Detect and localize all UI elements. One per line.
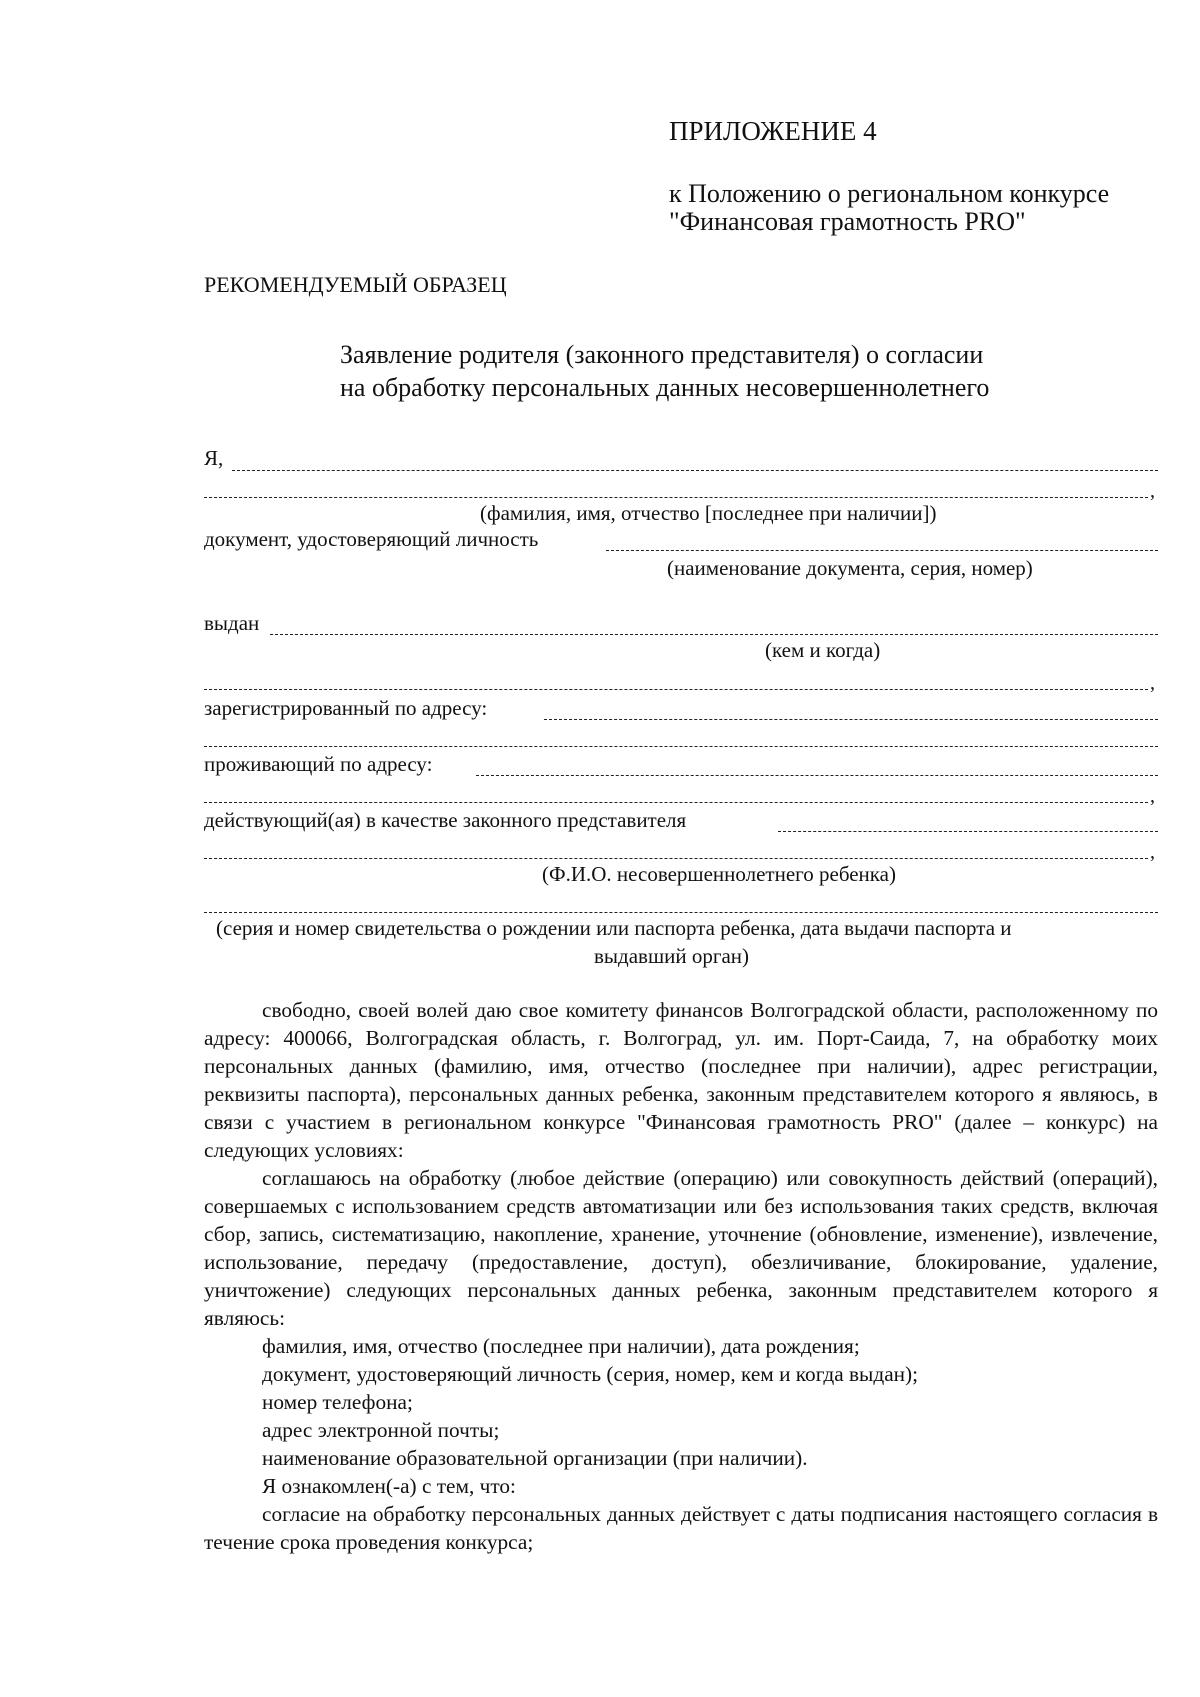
title-line2: на обработку персональных данных несовершеннолетнего <box>340 373 990 402</box>
doc-caption: (наименование документа, серия, номер) <box>667 556 1033 580</box>
cert-line[interactable] <box>204 912 1158 913</box>
live-line[interactable] <box>476 775 1158 776</box>
appendix-number: ПРИЛОЖЕНИЕ 4 <box>669 116 877 146</box>
rep-line[interactable] <box>778 831 1158 832</box>
reg-line-2[interactable] <box>204 746 1158 747</box>
consent-paragraph-3: Я ознакомлен(-а) с тем, что: <box>262 1474 516 1498</box>
comma: , <box>1150 480 1155 502</box>
reg-label: зарегистрированный по адресу: <box>204 696 488 720</box>
fio-line-1[interactable] <box>232 470 1158 471</box>
consent-paragraph-2: соглашаюсь на обработку (любое действие (операцию) или совокупность действий (операций), совершаемых с использованием средств автоматизации или без использования таких средств, включая сбор, запись, систематизацию, накопление, хранение, уточнение (обновление, изменение), извлечение, использование, передачу (предоставление, доступ), обезличивание, блокирование, удаление, уничтожение) следующих персональных данных ребенка, законным представителем которого я являюсь: <box>204 1166 1158 1330</box>
list-item: фамилия, имя, отчество (последнее при наличии), дата рождения; <box>262 1334 860 1358</box>
comma: , <box>1150 672 1155 694</box>
comma: , <box>1150 785 1155 807</box>
list-item: номер телефона; <box>262 1390 413 1414</box>
title-line1: Заявление родителя (законного представителя) о согласии <box>340 340 984 369</box>
appendix-reference-line2: "Финансовая грамотность PRO" <box>669 207 1026 236</box>
issued-line-2[interactable] <box>204 689 1148 690</box>
appendix-reference <box>669 180 1109 236</box>
appendix-reference-line1: к Положению о региональном конкурсе <box>669 179 1110 208</box>
list-item: документ, удостоверяющий личность (серия, номер, кем и когда выдан); <box>262 1362 919 1386</box>
live-line-2[interactable] <box>204 802 1148 803</box>
live-label: проживающий по адресу: <box>204 752 433 776</box>
rep-label: действующий(ая) в качестве законного представителя <box>204 808 687 832</box>
consent-body <box>204 996 1158 1556</box>
list-item: адрес электронной почты; <box>262 1418 500 1442</box>
fio-line-2[interactable] <box>204 497 1148 498</box>
document-title <box>340 338 989 404</box>
consent-paragraph-4: согласие на обработку персональных данных действует с даты подписания настоящего согласия в течение срока проведения конкурса; <box>204 1502 1158 1554</box>
issued-line[interactable] <box>270 634 1158 635</box>
doc-line[interactable] <box>606 550 1158 551</box>
cert-caption-line1: (серия и номер свидетельства о рождении или паспорта ребенка, дата выдачи паспорта и <box>216 916 1012 940</box>
consent-paragraph-1: свободно, своей волей даю свое комитету финансов Волгоградской области, расположенному по адресу: 400066, Волгоградская область, г. Волгоград, ул. им. Порт-Саида, 7, на обработку моих персональных данных (фамилию, имя, отчество (последнее при наличии), адрес регистрации, реквизиты паспорта), персональных данных ребенка, законным представителем которого я являюсь, в связи с участием в региональном конкурсе "Финансовая грамотность PRO" (далее – конкурс) на следующих условиях: <box>204 998 1158 1162</box>
issued-caption: (кем и когда) <box>765 638 881 662</box>
comma: , <box>1150 841 1155 863</box>
doc-label: документ, удостоверяющий личность <box>204 527 539 551</box>
sample-label: РЕКОМЕНДУЕМЫЙ ОБРАЗЕЦ <box>204 272 507 297</box>
fio-caption: (фамилия, имя, отчество [последнее при наличии]) <box>480 501 937 525</box>
rep-line-2[interactable] <box>204 858 1148 859</box>
child-caption: (Ф.И.О. несовершеннолетнего ребенка) <box>542 862 896 886</box>
reg-line[interactable] <box>544 719 1158 720</box>
cert-caption-line2: выдавший орган) <box>594 944 750 968</box>
issued-label: выдан <box>204 611 260 635</box>
list-item: наименование образовательной организации (при наличии). <box>262 1446 808 1470</box>
ya-label: Я, <box>204 446 224 470</box>
